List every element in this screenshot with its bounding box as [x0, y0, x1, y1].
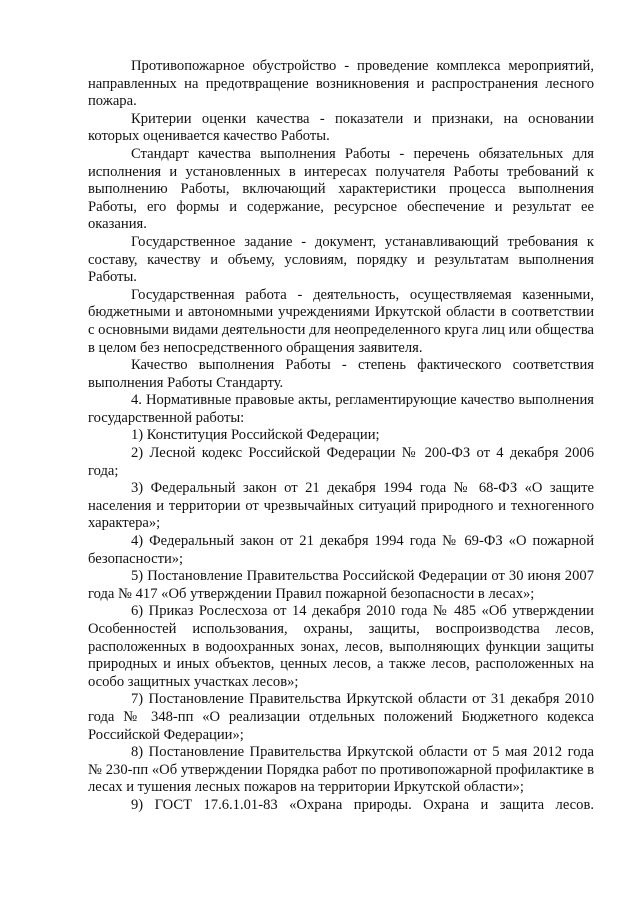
list-item-9: 9) ГОСТ 17.6.1.01-83 «Охрана природы. Охрана и защита лесов. [131, 796, 594, 813]
paragraph-quality-standard: Стандарт качества выполнения Работы - перечень обязательных для исполнения и установленных в интересах получателя Работы требований к выполнению Работы, включающий характеристики процесса выполнения Работы, его формы и содержание, ресурсное обеспечение и результат ее оказания. [88, 145, 594, 233]
list-item-1: 1) Конституция Российской Федерации; [131, 427, 380, 444]
list-item-6: 6) Приказ Рослесхоза от 14 декабря 2010 года № 485 «Об утверждении Особенностей использования, охраны, защиты, воспроизводства лесов, расположенных в водоохранных зонах, лесов, выполняющих функции защиты природных и иных объектов, ценных лесов, а также лесов, расположенных на особо защитных участках лесов»; [88, 603, 594, 690]
list-item-8: 8) Постановление Правительства Иркутской области от 5 мая 2012 года № 230-пп «Об утверждении Порядка работ по противопожарной профилактике в лесах и тушения лесных пожаров на территории Иркутской области»; [88, 744, 594, 796]
paragraph-legal-acts: 4. Нормативные правовые акты, регламентирующие качество выполнения государственной работы: [88, 392, 594, 426]
list-item-7: 7) Постановление Правительства Иркутской области от 31 декабря 2010 года № 348-пп «О реализации отдельных положений Бюджетного кодекса Российской Федерации»; [88, 691, 594, 743]
document-page [88, 58, 594, 815]
paragraph-state-work: Государственная работа - деятельность, осуществляемая казенными, бюджетными и автономными учреждениями Иркутской области в соответствии с основными видами деятельности для неопределенного круга лиц или общества в целом без непосредственного обращения заявителя. [88, 286, 594, 356]
paragraph-fire-arrangement: Противопожарное обустройство - проведение комплекса мероприятий, направленных на предотвращение возникновения и распространения лесного пожара. [88, 58, 594, 110]
list-item-3: 3) Федеральный закон от 21 декабря 1994 года № 68-ФЗ «О защите населения и территории от чрезвычайных ситуаций природного и техногенного характера»; [88, 480, 594, 532]
paragraph-work-quality: Качество выполнения Работы - степень фактического соответствия выполнения Работы Стандарту. [88, 357, 594, 391]
paragraph-state-assignment: Государственное задание - документ, устанавливающий требования к составу, качеству и объему, условиям, порядку и результатам выполнения Работы. [88, 233, 594, 286]
list-item-4: 4) Федеральный закон от 21 декабря 1994 года № 69-ФЗ «О пожарной безопасности»; [88, 533, 594, 567]
paragraph-quality-criteria: Критерии оценки качества - показатели и признаки, на основании которых оценивается качество Работы. [88, 110, 594, 145]
list-item-2: 2) Лесной кодекс Российской Федерации № 200-ФЗ от 4 декабря 2006 года; [88, 445, 594, 479]
list-item-5: 5) Постановление Правительства Российской Федерации от 30 июня 2007 года № 417 «Об утверждении Правил пожарной безопасности в лесах»; [88, 568, 594, 602]
